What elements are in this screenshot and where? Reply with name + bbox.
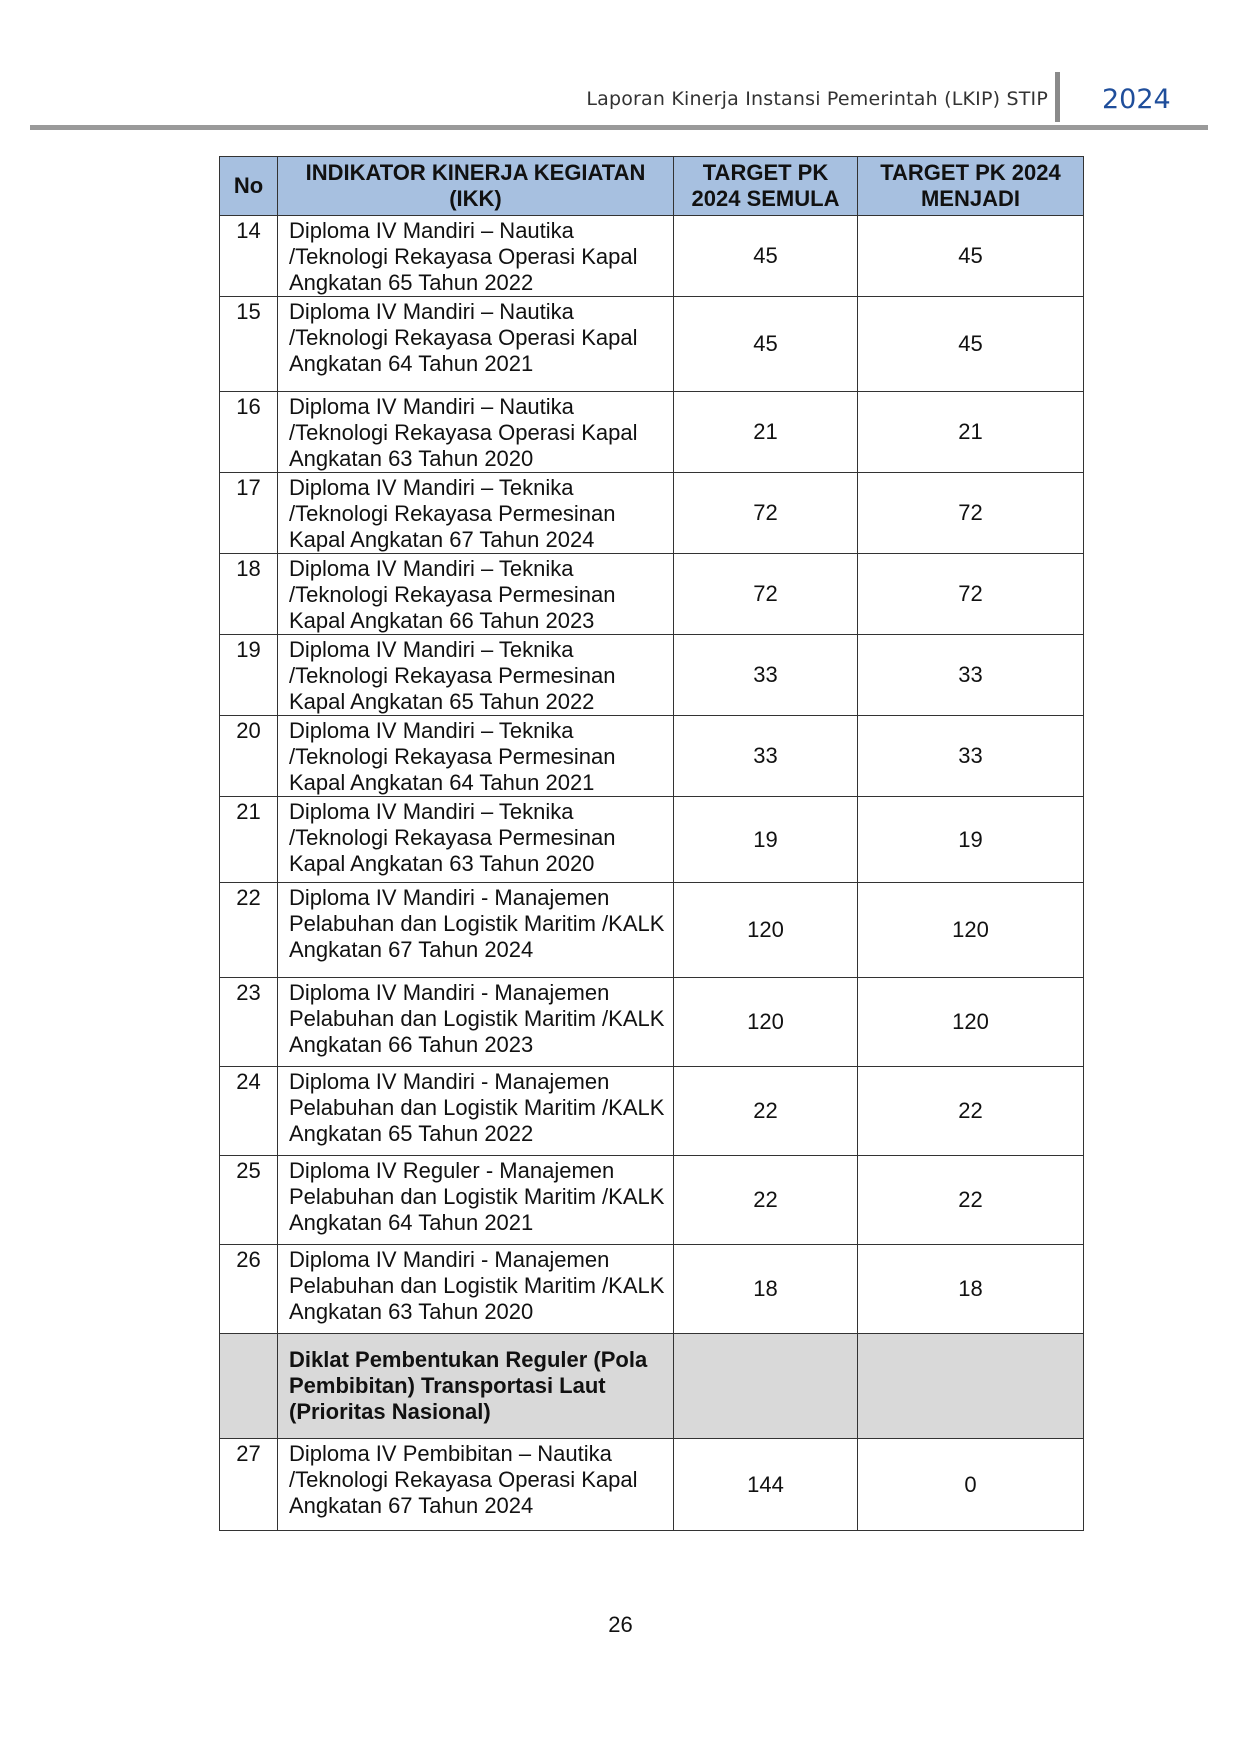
row-target-initial: 144 <box>674 1439 858 1531</box>
table-row <box>220 473 1084 554</box>
row-number: 25 <box>220 1156 278 1245</box>
row-target-initial: 21 <box>674 392 858 473</box>
row-target-revised: 33 <box>858 635 1084 716</box>
row-target-initial: 120 <box>674 978 858 1067</box>
table-row <box>220 392 1084 473</box>
page-header <box>30 70 1208 130</box>
row-indicator: Diploma IV Mandiri - Manajemen Pelabuhan dan Logistik Maritim /KALK Angkatan 63 Tahun 2020 <box>278 1245 674 1334</box>
row-number: 24 <box>220 1067 278 1156</box>
table-row <box>220 978 1084 1067</box>
row-target-revised: 19 <box>858 797 1084 883</box>
row-target-revised: 0 <box>858 1439 1084 1531</box>
table-row <box>220 1156 1084 1245</box>
header-divider <box>1055 72 1060 122</box>
table-row <box>220 554 1084 635</box>
row-target-initial: 33 <box>674 716 858 797</box>
row-target-initial: 33 <box>674 635 858 716</box>
section-title: Diklat Pembentukan Reguler (Pola Pembibitan) Transportasi Laut (Prioritas Nasional) <box>278 1334 674 1439</box>
row-target-revised: 18 <box>858 1245 1084 1334</box>
row-indicator: Diploma IV Mandiri – Nautika /Teknologi Rekayasa Operasi Kapal Angkatan 65 Tahun 2022 <box>278 216 674 297</box>
row-target-initial: 72 <box>674 473 858 554</box>
header-rule <box>30 125 1208 130</box>
row-target-initial: 45 <box>674 216 858 297</box>
section-header-row <box>220 1334 1084 1439</box>
row-indicator: Diploma IV Mandiri – Teknika /Teknologi Rekayasa Permesinan Kapal Angkatan 65 Tahun 2022 <box>278 635 674 716</box>
table-row <box>220 635 1084 716</box>
section-number-cell <box>220 1334 278 1439</box>
page-number: 26 <box>608 1612 633 1637</box>
row-indicator: Diploma IV Mandiri – Teknika /Teknologi Rekayasa Permesinan Kapal Angkatan 64 Tahun 2021 <box>278 716 674 797</box>
row-number: 15 <box>220 297 278 392</box>
row-target-revised: 22 <box>858 1156 1084 1245</box>
report-year: 2024 <box>1102 84 1171 115</box>
row-target-initial: 72 <box>674 554 858 635</box>
row-target-revised: 72 <box>858 554 1084 635</box>
ikk-target-table <box>219 156 1084 1531</box>
row-target-initial: 22 <box>674 1067 858 1156</box>
table-row <box>220 883 1084 978</box>
table-row <box>220 1067 1084 1156</box>
row-target-revised: 22 <box>858 1067 1084 1156</box>
row-indicator: Diploma IV Mandiri – Teknika /Teknologi Rekayasa Permesinan Kapal Angkatan 66 Tahun 2023 <box>278 554 674 635</box>
row-target-revised: 120 <box>858 978 1084 1067</box>
row-target-initial: 45 <box>674 297 858 392</box>
column-header-target-initial: TARGET PK 2024 SEMULA <box>674 157 858 216</box>
row-number: 18 <box>220 554 278 635</box>
row-number: 26 <box>220 1245 278 1334</box>
table-row <box>220 1245 1084 1334</box>
column-header-indicator: INDIKATOR KINERJA KEGIATAN (IKK) <box>278 157 674 216</box>
column-header-no: No <box>220 157 278 216</box>
column-header-target-revised: TARGET PK 2024 MENJADI <box>858 157 1084 216</box>
table-row <box>220 716 1084 797</box>
report-title: Laporan Kinerja Instansi Pemerintah (LKIP) STIP <box>586 88 1048 110</box>
row-target-revised: 72 <box>858 473 1084 554</box>
section-target-revised-cell <box>858 1334 1084 1439</box>
row-number: 17 <box>220 473 278 554</box>
row-indicator: Diploma IV Reguler - Manajemen Pelabuhan dan Logistik Maritim /KALK Angkatan 64 Tahun 2021 <box>278 1156 674 1245</box>
row-target-revised: 21 <box>858 392 1084 473</box>
table-row <box>220 216 1084 297</box>
row-number: 21 <box>220 797 278 883</box>
row-indicator: Diploma IV Mandiri – Teknika /Teknologi Rekayasa Permesinan Kapal Angkatan 63 Tahun 2020 <box>278 797 674 883</box>
row-target-revised: 45 <box>858 216 1084 297</box>
row-target-initial: 18 <box>674 1245 858 1334</box>
row-target-revised: 120 <box>858 883 1084 978</box>
row-number: 27 <box>220 1439 278 1531</box>
row-indicator: Diploma IV Mandiri – Nautika /Teknologi Rekayasa Operasi Kapal Angkatan 63 Tahun 2020 <box>278 392 674 473</box>
row-indicator: Diploma IV Mandiri - Manajemen Pelabuhan dan Logistik Maritim /KALK Angkatan 66 Tahun 2023 <box>278 978 674 1067</box>
row-target-initial: 22 <box>674 1156 858 1245</box>
row-indicator: Diploma IV Mandiri - Manajemen Pelabuhan dan Logistik Maritim /KALK Angkatan 67 Tahun 2024 <box>278 883 674 978</box>
row-number: 19 <box>220 635 278 716</box>
table-header-row <box>220 157 1084 216</box>
row-indicator: Diploma IV Pembibitan – Nautika /Teknologi Rekayasa Operasi Kapal Angkatan 67 Tahun 2024 <box>278 1439 674 1531</box>
row-target-revised: 45 <box>858 297 1084 392</box>
row-number: 20 <box>220 716 278 797</box>
table-row <box>220 1439 1084 1531</box>
section-target-initial-cell <box>674 1334 858 1439</box>
table-row <box>220 797 1084 883</box>
row-indicator: Diploma IV Mandiri – Nautika /Teknologi Rekayasa Operasi Kapal Angkatan 64 Tahun 2021 <box>278 297 674 392</box>
row-number: 22 <box>220 883 278 978</box>
row-indicator: Diploma IV Mandiri - Manajemen Pelabuhan dan Logistik Maritim /KALK Angkatan 65 Tahun 2022 <box>278 1067 674 1156</box>
row-target-revised: 33 <box>858 716 1084 797</box>
row-number: 23 <box>220 978 278 1067</box>
row-number: 16 <box>220 392 278 473</box>
row-indicator: Diploma IV Mandiri – Teknika /Teknologi Rekayasa Permesinan Kapal Angkatan 67 Tahun 2024 <box>278 473 674 554</box>
row-target-initial: 120 <box>674 883 858 978</box>
table-row <box>220 297 1084 392</box>
row-target-initial: 19 <box>674 797 858 883</box>
row-number: 14 <box>220 216 278 297</box>
